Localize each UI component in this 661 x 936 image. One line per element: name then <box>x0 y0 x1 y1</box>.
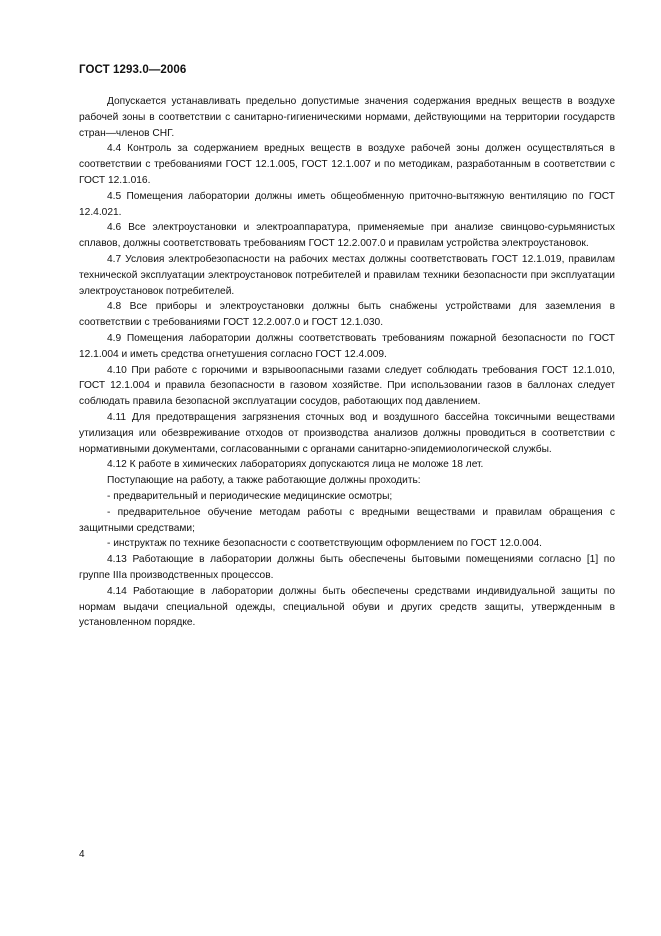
paragraph-4-5: 4.5 Помещения лаборатории должны иметь общеобменную приточно-вытяжную вентиляцию по ГОСТ 12.4.021. <box>79 190 615 218</box>
page-number: 4 <box>79 849 85 860</box>
list-item-training: - предварительное обучение методам работы с вредными веществами и правилам обращения с защитными средствами; <box>79 506 615 534</box>
paragraph-4-12: 4.12 К работе в химических лабораториях допускаются лица не моложе 18 лет. <box>107 459 484 471</box>
document-body <box>79 94 615 631</box>
paragraph-4-8: 4.8 Все приборы и электроустановки должны быть снабжены устройствами для заземления в соответствии с требованиями ГОСТ 12.2.007.0 и ГОСТ 12.1.030. <box>79 301 615 329</box>
paragraph-4-4: 4.4 Контроль за содержанием вредных веществ в воздухе рабочей зоны должен осуществляться в соответствии с требованиями ГОСТ 12.1.005, ГОСТ 12.1.007 и по методикам, разработанным в соответствии с ГОСТ 12.1.016. <box>79 143 615 186</box>
document-header: ГОСТ 1293.0—2006 <box>79 64 187 76</box>
paragraph-4-10: 4.10 При работе с горючими и взрывоопасными газами следует соблюдать требования ГОСТ 12.1.010, ГОСТ 12.1.004 и правила безопасности в газовом хозяйстве. При использовании газов в баллонах следует соблюдать правила безопасной эксплуатации сосудов, работающих под давлением. <box>79 364 615 408</box>
paragraph-4-7: 4.7 Условия электробезопасности на рабочих местах должны соответствовать ГОСТ 12.1.019, правилам технической эксплуатации электроустановок потребителей и правилам техники безопасности при эксплуатации электроустановок потребителей. <box>79 253 615 297</box>
paragraph-4-14: 4.14 Работающие в лаборатории должны быть обеспечены средствами индивидуальной защиты по нормам выдачи специальной одежды, специальной обуви и других средств защиты, утвержденным в установленном порядке. <box>79 585 615 629</box>
list-item-instruction: - инструктаж по технике безопасности с соответствующим оформлением по ГОСТ 12.0.004. <box>107 538 543 550</box>
paragraph-intro: Допускается устанавливать предельно допустимые значения содержания вредных веществ в воздухе рабочей зоны в соответствии с санитарно-гигиеническими нормами, действующими на территории государств стран—членов СНГ. <box>79 96 615 139</box>
paragraph-4-9: 4.9 Помещения лаборатории должны соответствовать требованиям пожарной безопасности по ГОСТ 12.1.004 и иметь средства огнетушения согласно ГОСТ 12.4.009. <box>79 332 615 360</box>
list-item-medical: - предварительный и периодические медицинские осмотры; <box>107 490 393 502</box>
paragraph-4-6: 4.6 Все электроустановки и электроаппаратура, применяемые при анализе свинцово-сурьмянистых сплавов, должны соответствовать требованиям ГОСТ 12.2.007.0 и правилам устройства электроустановок. <box>79 222 615 250</box>
paragraph-4-13: 4.13 Работающие в лаборатории должны быть обеспечены бытовыми помещениями согласно [1] по группе IIIа производственных процессов. <box>79 554 615 581</box>
paragraph-4-11: 4.11 Для предотвращения загрязнения сточных вод и воздушного бассейна токсичными веществами утилизация или обезвреживание отходов от производства анализов должны проводиться в соответствии с нормативными документами, согласованными с органами санитарно-эпидемиологической службы. <box>79 411 615 455</box>
paragraph-4-12-intro: Поступающие на работу, а также работающие должны проходить: <box>107 475 421 487</box>
